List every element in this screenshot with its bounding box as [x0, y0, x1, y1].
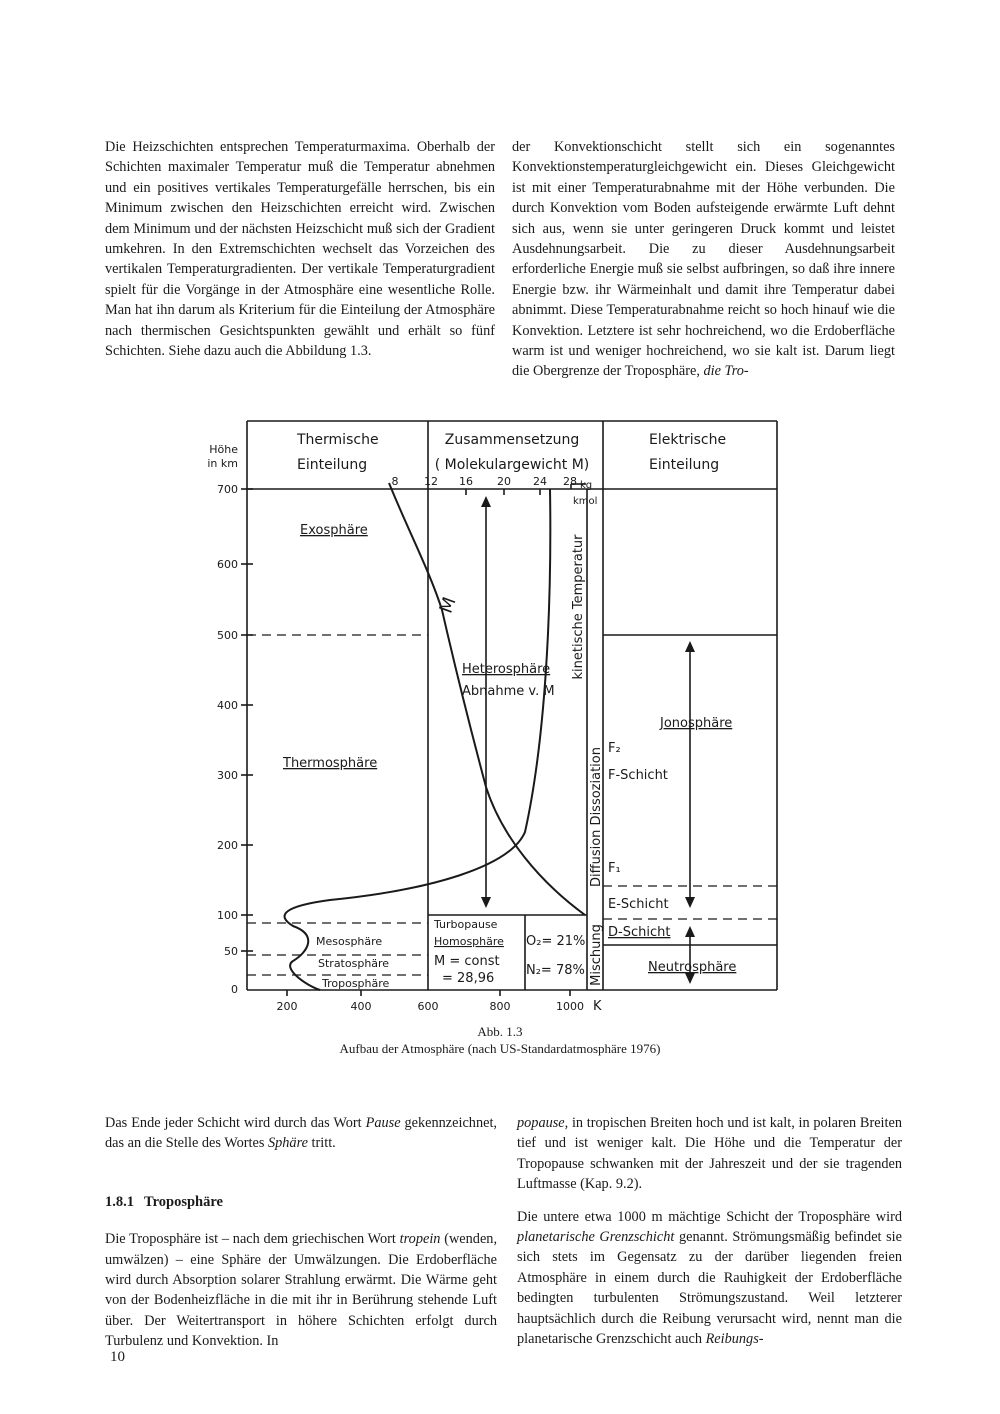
text-span: Das Ende jeder Schicht wird durch das Wort: [105, 1115, 362, 1131]
curve-label-m: M: [435, 594, 461, 617]
header-thermal: Thermische: [297, 432, 379, 448]
turbopause-label: Turbopause: [434, 918, 498, 931]
ionosphere-label: Jonosphäre: [660, 716, 733, 731]
text-span: (wenden, umwälzen) – eine Sphäre der Umwälzungen. Die Erdoberfläche wird durch Absorption solarer Strahlung erwärmt. Die Wärme geht von der Bodenheizfläche in die mit ihr in Berührung stehende Luft über. Der Weitertransport in höhere Schichten erfolgt durch Turbulenz und Konvektion. In: [105, 1231, 498, 1350]
layer-stratosphere: Stratosphäre: [318, 957, 390, 970]
emphasis: Reibungs-: [705, 1331, 764, 1348]
m-unit: kg: [580, 480, 593, 491]
heterosphere-label: Heterosphäre: [462, 662, 551, 677]
text-span: tritt.: [311, 1135, 336, 1152]
y-tick-label: 50: [224, 945, 238, 958]
text-column-top-left: [105, 137, 495, 361]
kinetic-temperature-label: kinetische Temperatur: [571, 534, 586, 680]
x-tick-label: 400: [350, 1000, 372, 1013]
y-tick-label: 200: [217, 839, 238, 852]
emphasis: Pause: [365, 1115, 401, 1131]
mixing-label: Mischung: [589, 924, 604, 986]
homosphere-label: Homosphäre: [434, 935, 504, 948]
emphasis: planetarische Grenzschicht: [517, 1229, 675, 1246]
f1-label: F₁: [608, 861, 621, 876]
f2-label: F₂: [608, 741, 621, 756]
emphasis: Sphäre: [267, 1135, 308, 1152]
header-composition: Zusammensetzung: [444, 432, 580, 448]
x-axis-unit: K: [593, 999, 602, 1014]
layer-mesosphere: Mesosphäre: [316, 935, 383, 948]
text-span: gekennzeichnet, das an die Stelle des Wortes: [105, 1115, 497, 1152]
layer-troposphere: Troposphäre: [322, 977, 390, 990]
m-tick-label: 24: [533, 475, 547, 488]
y-tick-label: 100: [217, 909, 238, 922]
emphasis: die Tro-: [703, 363, 749, 380]
m-tick-label: 28: [563, 475, 577, 488]
page-number: 10: [110, 1349, 125, 1365]
m-unit: kmol: [573, 496, 598, 507]
text-span: Die Troposphäre ist – nach dem griechischen Wort: [105, 1231, 396, 1248]
paragraph: [105, 1113, 497, 1154]
y-tick-label: 500: [217, 629, 238, 642]
text-column-bottom-right: [517, 1113, 902, 1349]
text-span: genannt. Strömungsmäßig befindet sie sich stets im Gegensatz zu der darüber liegenden freien Atmosphäre in einem durch die Rauhigkeit der Erdoberfläche bedingten turbulenten Strömungszustand. Weil letzterer hauptsächlich durch die Reibung verursacht wird, nennt man die planetarische Grenzschicht auch: [517, 1229, 903, 1348]
header-composition: ( Molekulargewicht M): [434, 457, 590, 473]
section-number: 1.8.1: [105, 1193, 134, 1210]
f-layer-label: F-Schicht: [608, 768, 668, 783]
header-electric: Elektrische: [649, 432, 727, 448]
figure-caption-number: Abb. 1.3: [477, 1024, 523, 1039]
y-tick-label: 700: [217, 483, 238, 496]
paragraph: [517, 1113, 902, 1195]
section-title: Troposphäre: [144, 1193, 223, 1210]
paragraph: [517, 1207, 902, 1350]
x-tick-label: 200: [276, 1000, 298, 1013]
text-span: der Konvektionschicht stellt sich ein sogenanntes Konvektionstemperaturgleichgewicht ein. Dieses Gleichgewicht ist mit einer Temperaturabnahme mit der Höhe verbunden. Die durch Konvektion vom Boden aufsteigende erwärmte Luft dehnt sich aus, wenn sie unter geringeren Druck kommt und leistet Ausdehnungsarbeit. Die zu dieser Ausdehnungsarbeit erforderliche Energie muß sie selbst aufbringen, so daß ihre innere Energie bzw. ihr Wärmeinhalt und damit ihre Temperatur dabei abnimmt. Diese Temperaturabnahme reicht so hoch hinauf wie die Konvektion. Letztere ist sehr hochreichend, wo die Erdoberfläche warm ist und weniger hochreichend, wo sie kalt ist. Darum liegt die Obergrenze der Troposphäre,: [512, 139, 895, 380]
layer-thermosphere: Thermosphäre: [283, 756, 378, 771]
text-column-top-right: [512, 137, 895, 382]
y-tick-label: 600: [217, 558, 238, 571]
text-column-bottom-left: [105, 1113, 497, 1352]
x-tick-label: 800: [489, 1000, 511, 1013]
text-span: Die untere etwa 1000 m mächtige Schicht der Troposphäre wird: [517, 1208, 902, 1225]
atmosphere-structure-figure: [190, 412, 810, 1032]
emphasis: popause,: [517, 1115, 569, 1131]
paragraph: [105, 1229, 497, 1351]
header-electric: Einteilung: [649, 457, 720, 473]
m-const-label: M = const: [434, 954, 500, 969]
m-tick-label: 20: [497, 475, 511, 488]
n2-label: N₂= 78%: [526, 963, 585, 978]
y-tick-label: 400: [217, 699, 238, 712]
header-thermal: Einteilung: [297, 457, 368, 473]
emphasis: tropein: [399, 1231, 441, 1248]
o2-label: O₂= 21%: [526, 934, 586, 949]
neutrosphere-label: Neutrosphäre: [648, 960, 737, 975]
y-axis-label: Höhe: [209, 443, 238, 456]
e-layer-label: E-Schicht: [608, 897, 669, 912]
x-tick-label: 600: [417, 1000, 439, 1013]
text-span: in tropischen Breiten hoch und ist kalt, in polaren Breiten tief und ist weniger kalt. Die Höhe und die Temperatur der Tropopause schwanken mit der Jahreszeit und der sie tragenden Luftmasse (Kap. 9.2).: [517, 1115, 902, 1193]
y-tick-label: 300: [217, 769, 238, 782]
m-tick-label: 8: [391, 475, 399, 488]
m-tick-label: 12: [424, 475, 438, 488]
y-axis-label: in km: [207, 457, 238, 470]
figure-caption: Aufbau der Atmosphäre (nach US-Standardatmosphäre 1976): [339, 1041, 661, 1056]
paragraph: [512, 137, 895, 382]
heterosphere-sub-label: Abnahme v. M: [462, 684, 555, 699]
layer-exosphere: Exosphäre: [300, 523, 368, 538]
diffusion-dissociation-label: Diffusion Dissoziation: [589, 747, 604, 887]
m-value-label: = 28,96: [442, 971, 495, 986]
x-tick-label: 1000: [556, 1000, 584, 1013]
y-tick-label: 0: [231, 983, 238, 996]
section-heading: [105, 1192, 497, 1212]
paragraph: Die Heizschichten entsprechen Temperaturmaxima. Oberhalb der Schichten maximaler Temperatur muß die Temperatur abnehmen und ein positives vertikales Temperaturgefälle herrschen, bis ein Minimum zwischen den Heizschichten erreicht wird. Zwischen dem Minimum und der nächsten Heizschicht muß sich der Gradient umkehren. In den Extremschichten wechselt das Vorzeichen des vertikalen Temperaturgradienten. Der vertikale Temperaturgradient spielt für die Vorgänge in der Atmosphäre eine wesentliche Rolle. Man hat ihn darum als Kriterium für die Einteilung der Atmosphäre nach thermischen Gesichtspunkten gewählt und erhält so fünf Schichten. Siehe dazu auch die Abbildung 1.3.: [105, 139, 495, 360]
d-layer-label: D-Schicht: [608, 925, 671, 940]
m-tick-label: 16: [459, 475, 473, 488]
